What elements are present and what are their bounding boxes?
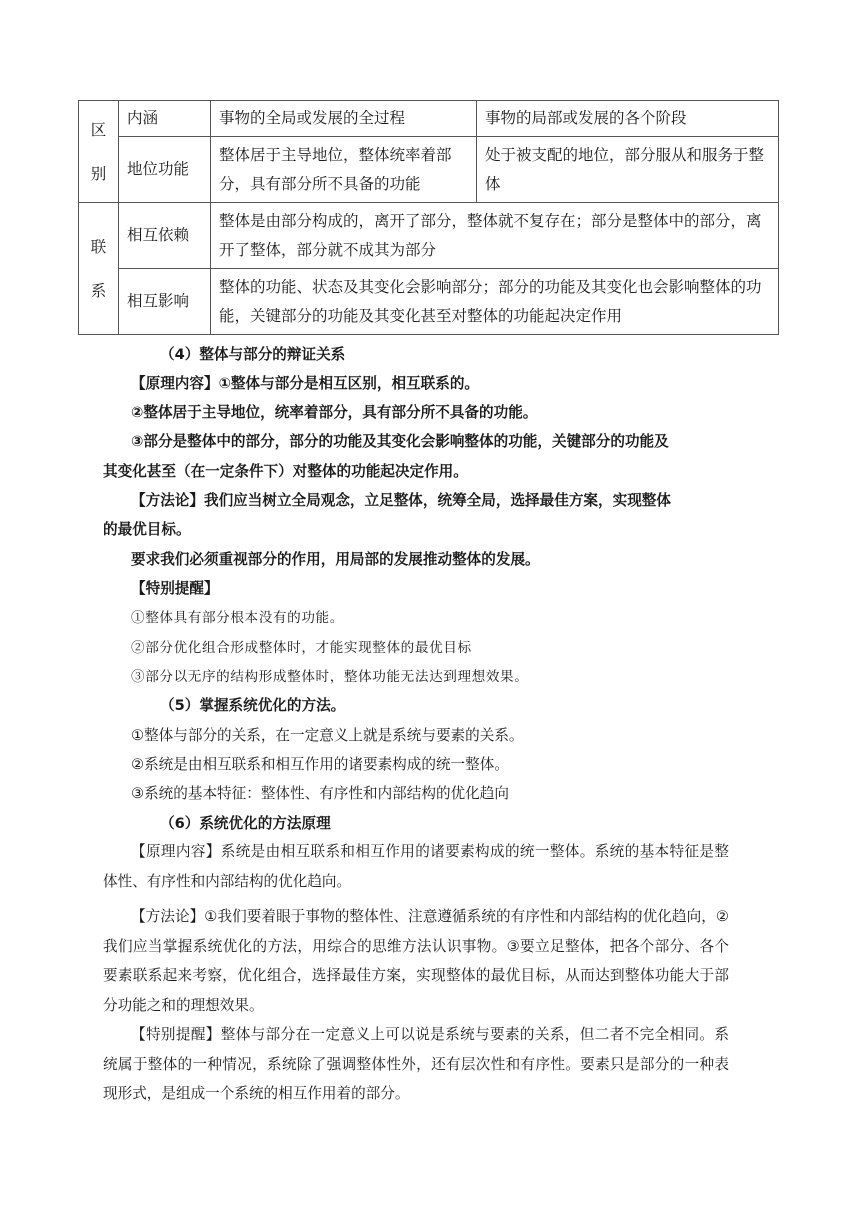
part-cell: 事物的局部或发展的各个阶段 (477, 101, 779, 137)
group-label-difference: 区别 (90, 120, 107, 183)
section-4-method-a: 【方法论】我们应当树立全局观念，立足整体，统筹全局，选择最佳方案，实现整体 (131, 492, 671, 509)
section-6-special-note: 【特别提醒】整体与部分在一定意义上可以说是系统与要素的关系，但二者不完全相同。系统属于整体的一种情况，系统除了强调整体性外，还有层次性和有序性。要素只是部分的一种表现形式，是组成一个系统的相互作用着的部分。 (103, 1026, 729, 1102)
group-cell-link (79, 203, 119, 335)
group-cell-difference (79, 101, 119, 203)
content-cell: 整体的功能、状态及其变化会影响部分；部分的功能及其变化也会影响整体的功能，关键部分的功能及其变化甚至对整体的功能起决定作用 (211, 269, 779, 335)
row-label: 地位功能 (119, 137, 211, 203)
group-label-link: 联系 (90, 237, 107, 300)
section-4-principle-3a: ③部分是整体中的部分，部分的功能及其变化会影响整体的功能，关键部分的功能及 (131, 433, 669, 450)
part-cell: 处于被支配的地位，部分服从和服务于整体 (477, 137, 779, 203)
row-label: 相互依赖 (119, 203, 211, 269)
table-row (79, 203, 779, 269)
row-label: 相互影响 (119, 269, 211, 335)
section-4-tip-title: 【特别提醒】 (131, 580, 219, 597)
section-5-heading: （5）掌握系统优化的方法。 (160, 697, 346, 714)
section-6-method: 【方法论】①我们要着眼于事物的整体性、注意遵循系统的有序性和内部结构的优化趋向，②我们应当掌握系统优化的方法，用综合的思维方法认识事物。③要立足整体，把各个部分、各个要素联系起来考察，优化组合，选择最佳方案，实现整体的最优目标，从而达到整体功能大于部分功能之和的理想效果。 (103, 908, 729, 1014)
section-4-tip-3: ③部分以无序的结构形成整体时，整体功能无法达到理想效果。 (131, 669, 529, 685)
whole-cell: 整体居于主导地位，整体统率着部分，具有部分所不具备的功能 (211, 137, 477, 203)
section-5-point-3: ③系统的基本特征：整体性、有序性和内部结构的优化趋向 (131, 785, 509, 802)
row-label: 内涵 (119, 101, 211, 137)
section-4-tip-1: ①整体具有部分根本没有的功能。 (131, 610, 344, 626)
table-row (79, 101, 779, 137)
table-row (79, 269, 779, 335)
table-row (79, 137, 779, 203)
whole-cell: 事物的全局或发展的全过程 (211, 101, 477, 137)
section-6-principle: 【原理内容】系统是由相互联系和相互作用的诸要素构成的统一整体。系统的基本特征是整体性、有序性和内部结构的优化趋向。 (103, 843, 729, 890)
section-4-method-b: 的最优目标。 (103, 521, 191, 538)
section-4-principle-1: 【原理内容】①整体与部分是相互区别，相互联系的。 (131, 375, 480, 392)
section-4-requirement: 要求我们必须重视部分的作用，用局部的发展推动整体的发展。 (131, 551, 540, 568)
section-6-heading: （6）系统优化的方法原理 (160, 815, 331, 832)
section-4-principle-3b: 其变化甚至（在一定条件下）对整体的功能起决定作用。 (103, 463, 468, 480)
section-4-tip-2: ②部分优化组合形成整体时，才能实现整体的最优目标 (131, 640, 472, 656)
section-4-heading: （4）整体与部分的辩证关系 (160, 346, 346, 363)
section-5-point-2: ②系统是由相互联系和相互作用的诸要素构成的统一整体。 (131, 756, 509, 773)
whole-part-comparison-table (78, 100, 779, 335)
section-4-principle-2: ②整体居于主导地位，统率着部分，具有部分所不具备的功能。 (131, 404, 538, 421)
content-cell: 整体是由部分构成的，离开了部分，整体就不复存在；部分是整体中的部分，离开了整体，部分就不成其为部分 (211, 203, 779, 269)
section-5-point-1: ①整体与部分的关系，在一定意义上就是系统与要素的关系。 (131, 727, 524, 744)
